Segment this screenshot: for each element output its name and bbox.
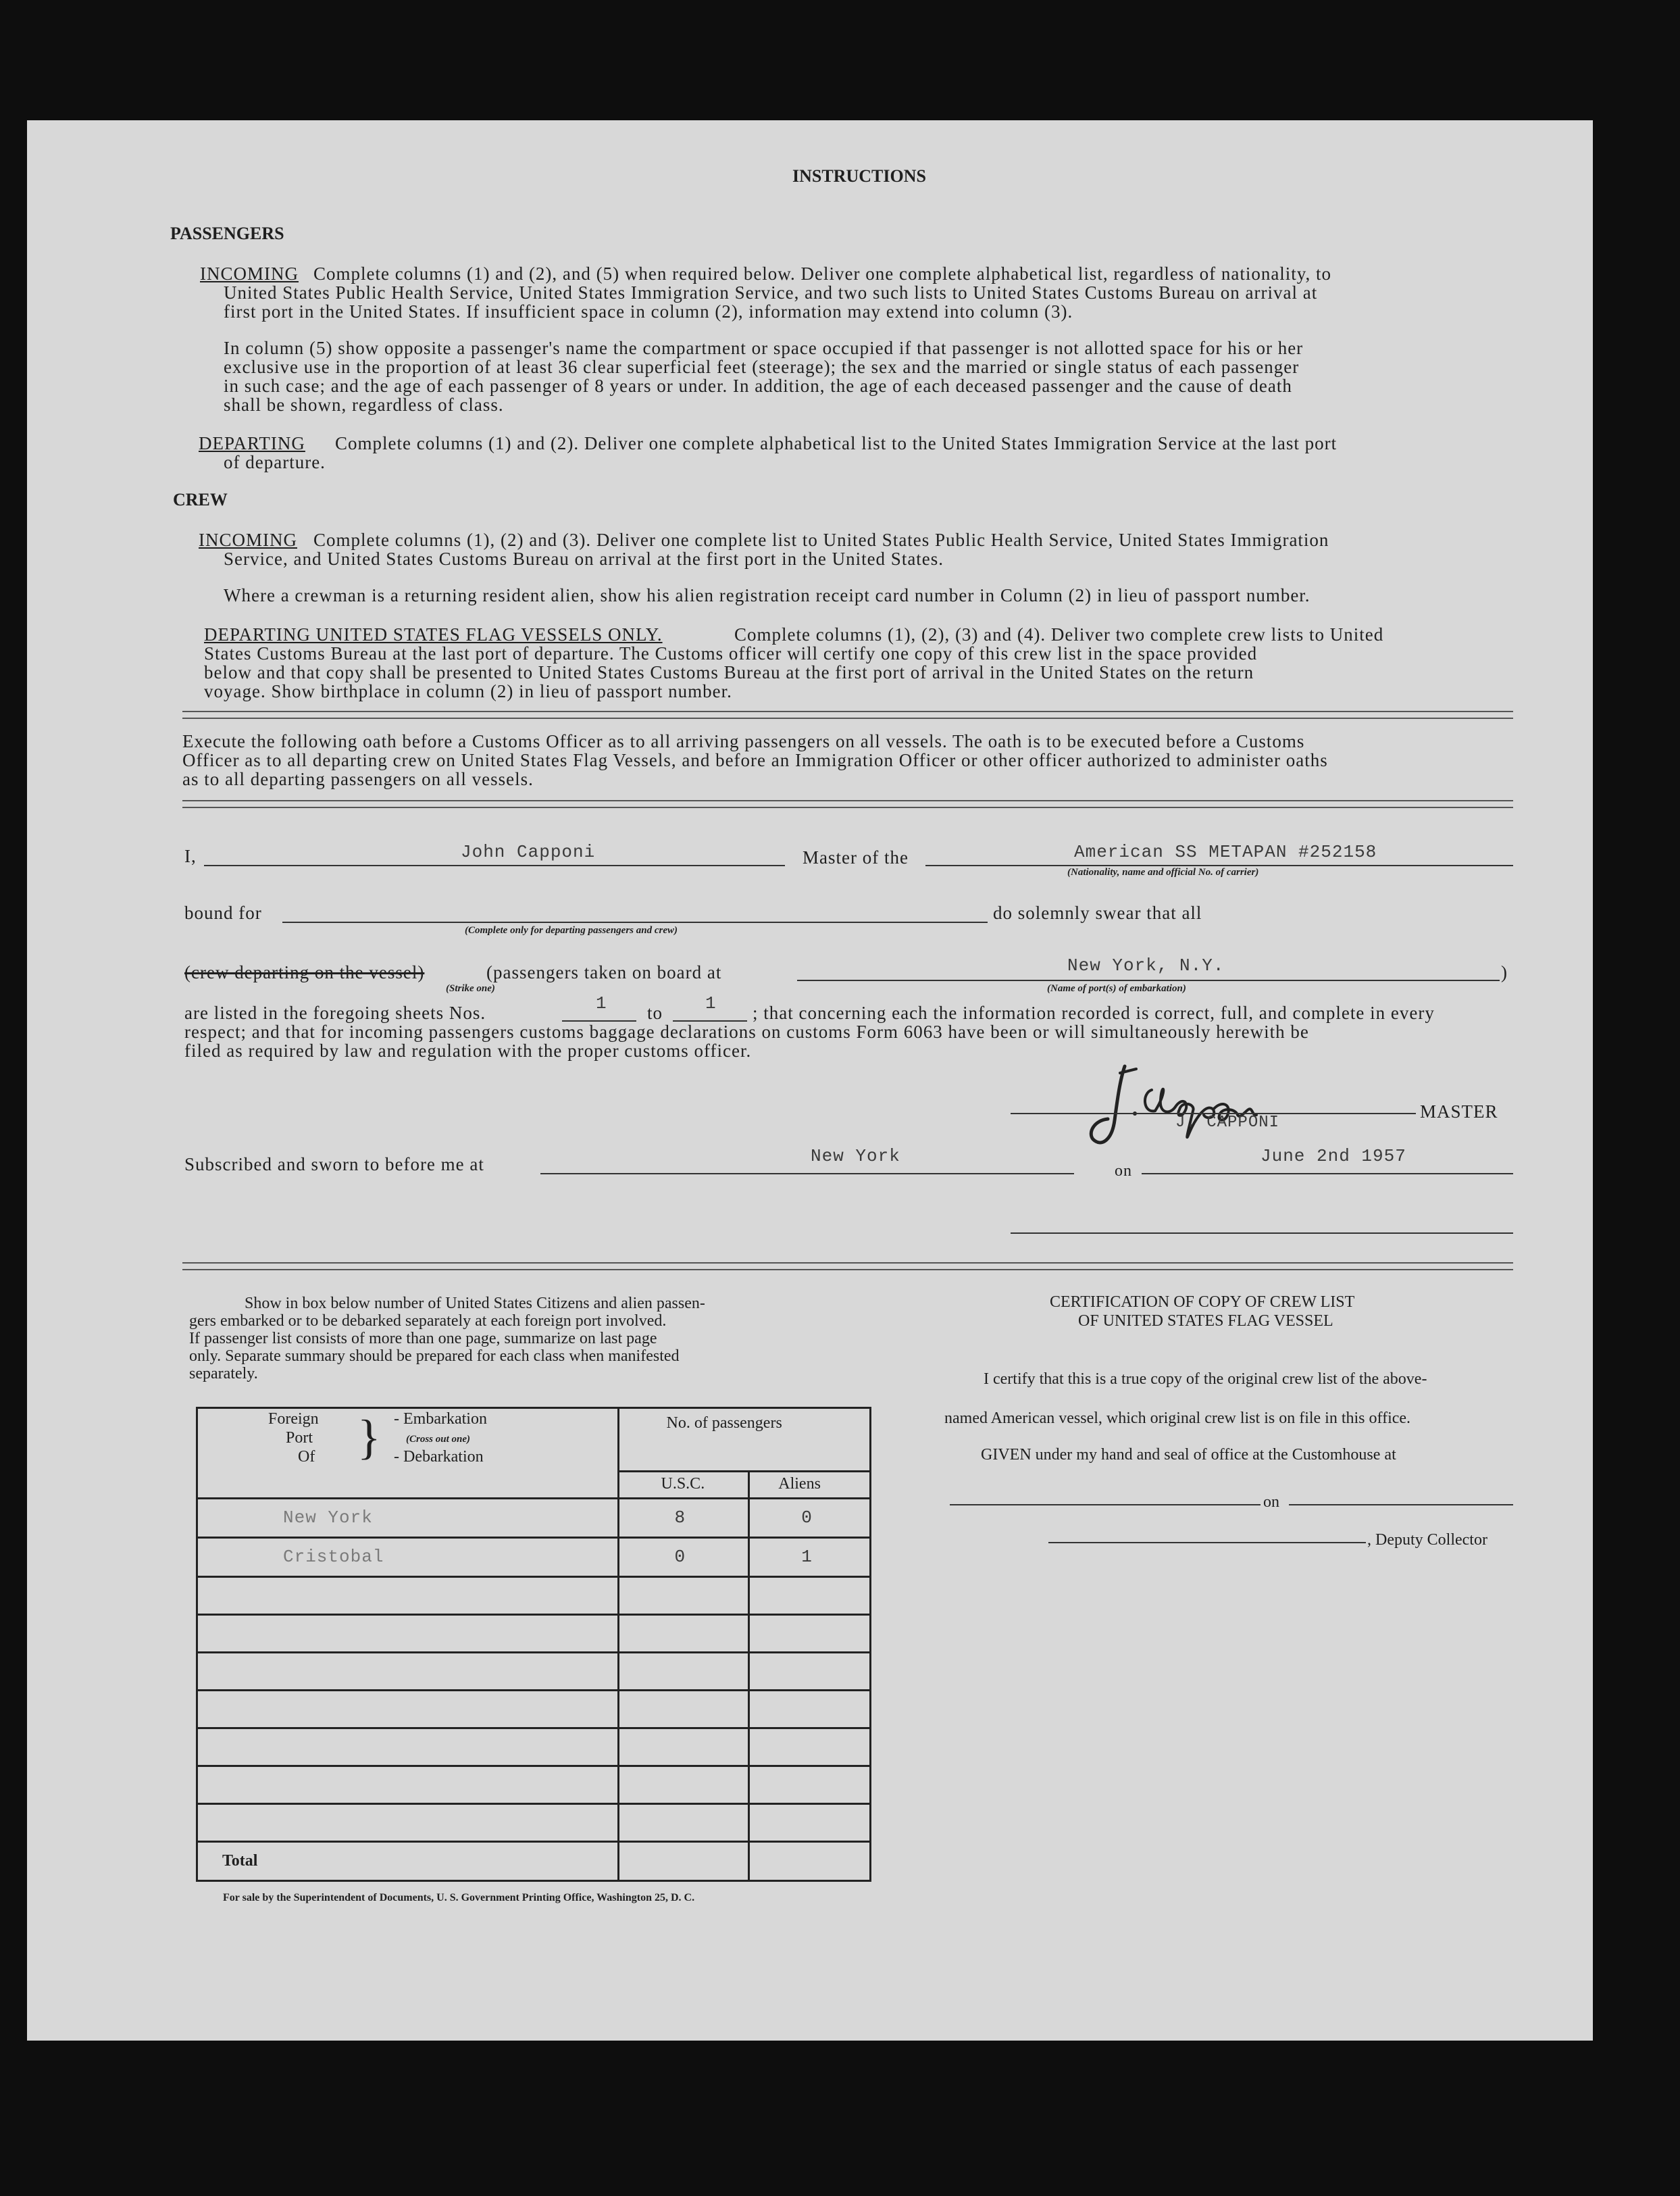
port-cell[interactable] <box>197 1804 619 1842</box>
brace-icon: } <box>357 1410 381 1464</box>
aliens-header <box>749 1472 871 1499</box>
aliens-total-cell[interactable] <box>749 1842 871 1881</box>
port-header-cell <box>197 1408 619 1499</box>
pass-incoming-text-3: first port in the United States. If insufficient space in column (2), information may extend into column (3). <box>224 301 1073 322</box>
divider <box>182 1262 1513 1270</box>
port-cell[interactable] <box>197 1653 619 1691</box>
sworn-place-field[interactable]: New York <box>811 1146 900 1166</box>
summary-note-2: gers embarked or to be debarked separately at each foreign port involved. <box>189 1312 667 1330</box>
sheet-from-field[interactable]: 1 <box>596 993 607 1014</box>
sheet-to-field[interactable]: 1 <box>705 993 717 1014</box>
table-row <box>197 1538 871 1577</box>
footer-note: For sale by the Superintendent of Documents, U. S. Government Printing Office, Washington 25, D. C. <box>223 1892 695 1903</box>
certification-text-2: named American vessel, which original crew list is on file in this office. <box>944 1409 1411 1427</box>
bound-for-label: bound for <box>184 903 262 923</box>
certification-text-1: I certify that this is a true copy of the original crew list of the above- <box>984 1370 1427 1388</box>
bound-for-line[interactable] <box>282 922 988 923</box>
usc-value: 0 <box>674 1547 686 1567</box>
table-row <box>197 1577 871 1615</box>
deputy-collector-label: , Deputy Collector <box>1367 1531 1487 1549</box>
summary-note-3: If passenger list consists of more than one page, summarize on last page <box>189 1330 657 1347</box>
aliens-cell[interactable] <box>749 1804 871 1842</box>
oath-intro-3: as to all departing passengers on all vessels. <box>182 769 534 789</box>
certification-title-1: CERTIFICATION OF COPY OF CREW LIST <box>1050 1293 1355 1311</box>
crew-departing-text-4: voyage. Show birthplace in column (2) in lieu of passport number. <box>204 681 732 701</box>
port-cell[interactable] <box>197 1499 619 1538</box>
instructions-title: INSTRUCTIONS <box>792 166 926 186</box>
oath-intro-1: Execute the following oath before a Customs Officer as to all arriving passengers on all vessels. The oath is to be executed before a Customs <box>182 731 1305 751</box>
summary-note-1: Show in box below number of United States Citizens and alien passen- <box>245 1295 705 1312</box>
usc-label: U.S.C. <box>661 1475 705 1493</box>
summary-note-5: separately. <box>189 1365 258 1382</box>
usc-header <box>618 1472 749 1499</box>
aliens-cell[interactable] <box>749 1577 871 1615</box>
customhouse-line[interactable] <box>950 1504 1261 1505</box>
officer-signature-line[interactable] <box>1011 1232 1513 1234</box>
aliens-value: 1 <box>801 1547 813 1567</box>
usc-cell[interactable] <box>618 1538 749 1577</box>
port-caption: (Name of port(s) of embarkation) <box>1047 983 1186 994</box>
pass-departing-text-2: of departure. <box>224 452 326 472</box>
crew-incoming-label: INCOMING <box>199 530 297 550</box>
usc-value: 8 <box>674 1507 686 1528</box>
signature-image <box>1088 1053 1290 1161</box>
table-row <box>197 1499 871 1538</box>
strike-caption: (Strike one) <box>446 983 495 994</box>
total-label: Total <box>222 1852 258 1870</box>
crew-departing-text-2: States Customs Bureau at the last port of departure. The Customs officer will certify one copy of this crew list in the space provided <box>204 643 1258 664</box>
sheets-tail: ; that concerning each the information recorded is correct, full, and complete in every <box>753 1003 1435 1023</box>
pass-departing-label: DEPARTING <box>199 433 305 453</box>
crew-incoming-text: Complete columns (1), (2) and (3). Deliver one complete list to United States Public Health Service, United States Immigration <box>313 530 1329 550</box>
aliens-cell[interactable] <box>749 1766 871 1804</box>
typed-signature: J. CAPPONI <box>1175 1114 1280 1132</box>
master-name-line <box>204 865 785 866</box>
table-row <box>197 1804 871 1842</box>
vessel-caption: (Nationality, name and official No. of carrier) <box>1067 867 1259 878</box>
debarkation-option[interactable]: - Debarkation <box>394 1448 484 1466</box>
oath-i-label: I, <box>184 846 197 866</box>
port-embarkation-field[interactable]: New York, N.Y. <box>1067 955 1225 976</box>
form-page <box>27 120 1593 2041</box>
usc-cell[interactable] <box>618 1728 749 1766</box>
deputy-collector-line[interactable] <box>1048 1542 1366 1543</box>
sworn-date-line <box>1142 1173 1513 1174</box>
sworn-on-label: on <box>1115 1162 1132 1180</box>
col5-text-1: In column (5) show opposite a passenger's name the compartment or space occupied if that passenger is not allotted space for his or her <box>224 338 1304 358</box>
port-value: New York <box>283 1507 373 1528</box>
table-row <box>197 1766 871 1804</box>
passenger-summary-table <box>196 1407 871 1882</box>
aliens-cell[interactable] <box>749 1653 871 1691</box>
col5-text-2: exclusive use in the proportion of at least 36 clear superficial feet (steerage); the sex and the married or single status of each passenger <box>224 357 1300 377</box>
divider <box>182 800 1513 808</box>
divider <box>182 711 1513 719</box>
summary-note-4: only. Separate summary should be prepared for each class when manifested <box>189 1347 680 1365</box>
crew-departing-text: Complete columns (1), (2), (3) and (4). Deliver two complete crew lists to United <box>734 624 1384 645</box>
certification-text-3: GIVEN under my hand and seal of office at the Customhouse at <box>981 1446 1396 1464</box>
crew-departing-label: DEPARTING UNITED STATES FLAG VESSELS ONLY. <box>204 624 663 645</box>
respect-text: respect; and that for incoming passengers customs baggage declarations on customs Form 6063 have been or will simultaneously herewith be <box>184 1022 1309 1042</box>
filed-text: filed as required by law and regulation with the proper customs officer. <box>184 1041 752 1061</box>
aliens-cell[interactable] <box>749 1728 871 1766</box>
passengers-taken-label: (passengers taken on board at <box>486 962 722 982</box>
pass-departing-text: Complete columns (1) and (2). Deliver one complete alphabetical list to the United States Immigration Service at the last port <box>335 433 1338 453</box>
table-row <box>197 1615 871 1653</box>
port-cell[interactable] <box>197 1766 619 1804</box>
aliens-cell[interactable] <box>749 1499 871 1538</box>
oath-intro-2: Officer as to all departing crew on United States Flag Vessels, and before an Immigration Officer or other officer authorized to administer oaths <box>182 750 1328 770</box>
usc-cell[interactable] <box>618 1804 749 1842</box>
total-row <box>197 1842 871 1881</box>
port-cell[interactable] <box>197 1728 619 1766</box>
certification-title-2: OF UNITED STATES FLAG VESSEL <box>1078 1312 1333 1330</box>
of-label: Of <box>298 1448 315 1466</box>
crew-incoming-text-2: Service, and United States Customs Bureau on arrival at the first port in the United States. <box>224 549 944 569</box>
foreign-label: Foreign <box>268 1410 319 1428</box>
usc-total-cell[interactable] <box>618 1842 749 1881</box>
strike-crew-departing: (crew departing on the vessel) <box>184 962 425 982</box>
passengers-heading: PASSENGERS <box>170 224 284 243</box>
master-name-field[interactable]: John Capponi <box>461 842 596 862</box>
sworn-date-field[interactable]: June 2nd 1957 <box>1261 1146 1406 1166</box>
port-cell[interactable] <box>197 1577 619 1615</box>
usc-cell[interactable] <box>618 1766 749 1804</box>
aliens-cell[interactable] <box>749 1691 871 1728</box>
usc-cell[interactable] <box>618 1499 749 1538</box>
sheets-label: are listed in the foregoing sheets Nos. <box>184 1003 486 1023</box>
aliens-cell[interactable] <box>749 1615 871 1653</box>
no-passengers-label: No. of passengers <box>666 1414 782 1432</box>
crewman-note: Where a crewman is a returning resident alien, show his alien registration receipt card number in Column (2) in lieu of passport number. <box>224 585 1310 605</box>
cert-on-label: on <box>1263 1493 1279 1511</box>
master-of-label: Master of the <box>803 847 909 868</box>
table-row <box>197 1728 871 1766</box>
to-label: to <box>647 1003 663 1023</box>
no-passengers-header <box>618 1408 871 1472</box>
usc-cell[interactable] <box>618 1653 749 1691</box>
col5-text-3: in such case; and the age of each passenger of 8 years or under. In addition, the age of each deceased passenger and the cause of death <box>224 376 1292 396</box>
aliens-label: Aliens <box>778 1475 821 1493</box>
port-cell[interactable] <box>197 1691 619 1728</box>
pass-incoming-text-2: United States Public Health Service, United States Immigration Service, and two such lists to United States Customs Bureau on arrival at <box>224 282 1318 303</box>
pass-incoming-text: Complete columns (1) and (2), and (5) when required below. Deliver one complete alphabetical list, regardless of nationality, to <box>313 264 1332 284</box>
port-cell[interactable] <box>197 1615 619 1653</box>
subscribed-label: Subscribed and sworn to before me at <box>184 1154 484 1174</box>
port-value: Cristobal <box>283 1547 384 1567</box>
swear-label: do solemnly swear that all <box>993 903 1202 923</box>
table-row <box>197 1653 871 1691</box>
master-label: MASTER <box>1420 1101 1498 1122</box>
col5-text-4: shall be shown, regardless of class. <box>224 395 504 415</box>
usc-cell[interactable] <box>618 1691 749 1728</box>
crew-heading: CREW <box>173 490 228 509</box>
sworn-place-line <box>540 1173 1074 1174</box>
cross-out-caption: (Cross out one) <box>406 1434 471 1445</box>
usc-cell[interactable] <box>618 1577 749 1615</box>
port-line <box>797 980 1500 981</box>
usc-cell[interactable] <box>618 1615 749 1653</box>
close-paren: ) <box>1501 962 1508 982</box>
cert-date-line[interactable] <box>1289 1504 1513 1505</box>
aliens-cell[interactable] <box>749 1538 871 1577</box>
crew-departing-text-3: below and that copy shall be presented to United States Customs Bureau at the first port of arrival in the United States on the return <box>204 662 1254 682</box>
port-cell[interactable] <box>197 1538 619 1577</box>
bound-for-caption: (Complete only for departing passengers and crew) <box>465 925 678 936</box>
aliens-value: 0 <box>801 1507 813 1528</box>
total-label-cell <box>197 1842 619 1881</box>
port-label: Port <box>286 1429 313 1447</box>
vessel-field[interactable]: American SS METAPAN #252158 <box>1074 842 1377 862</box>
embarkation-option[interactable]: - Embarkation <box>394 1410 487 1428</box>
pass-incoming-label: INCOMING <box>200 264 299 284</box>
table-row <box>197 1691 871 1728</box>
